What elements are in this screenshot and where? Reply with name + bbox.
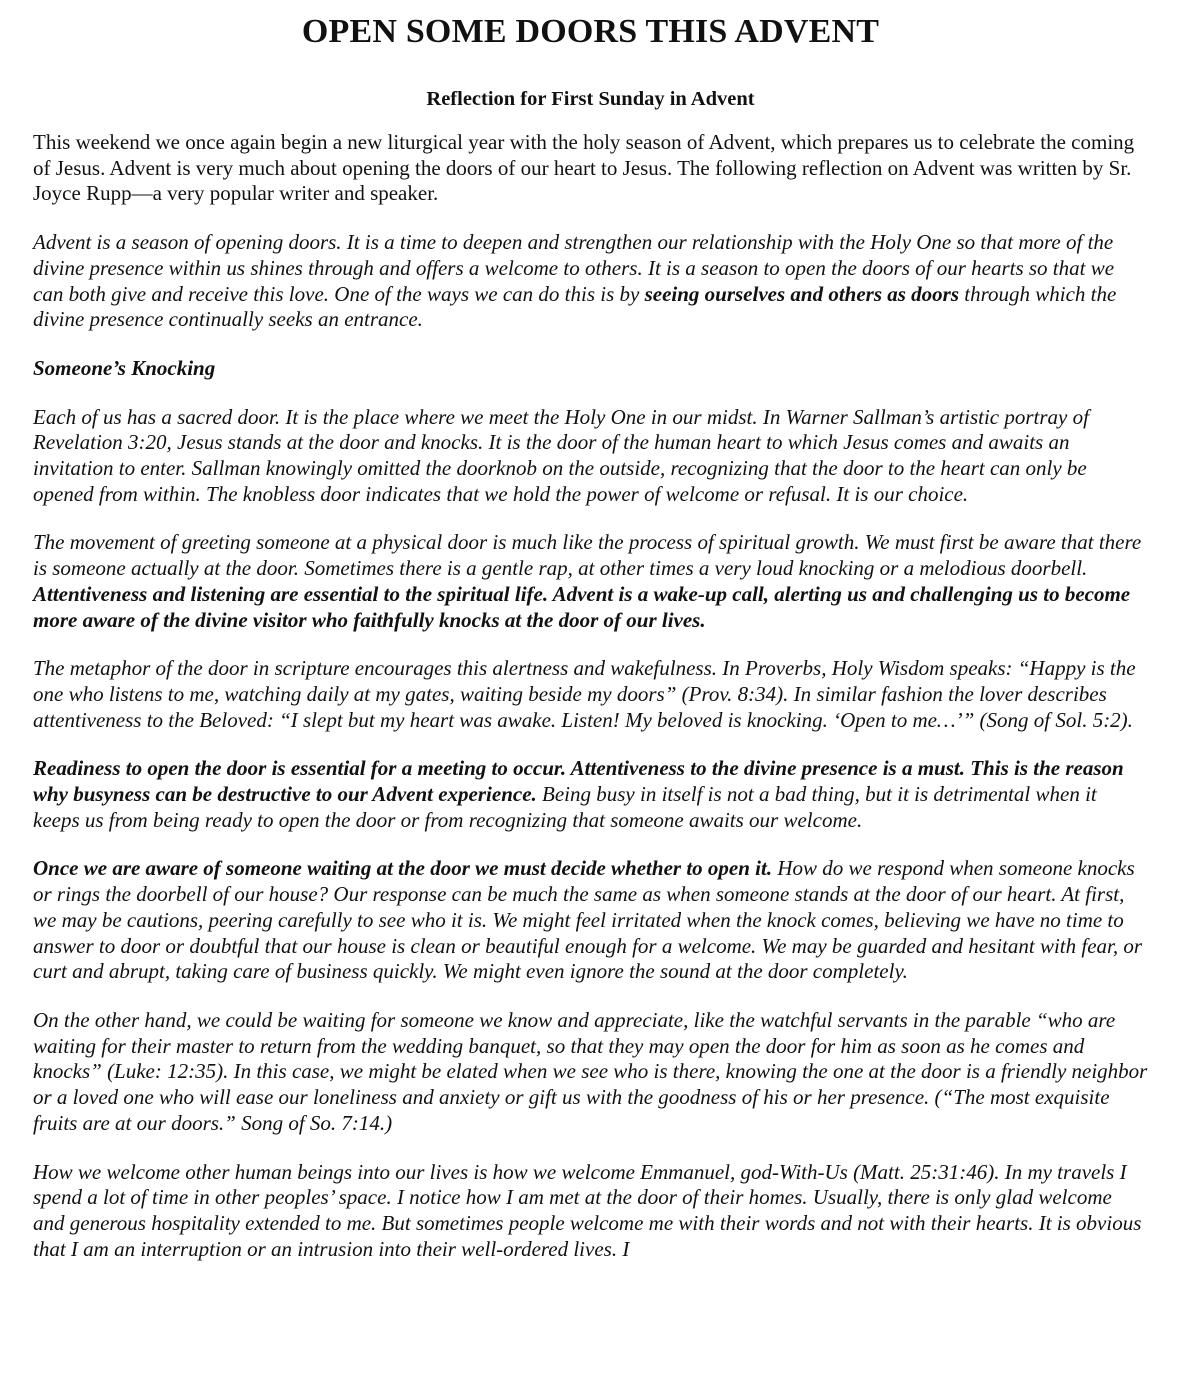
intro-paragraph: This weekend we once again begin a new liturgical year with the holy season of Advent, which prepares us to celebrate the coming of Jesus. Advent is very much about opening the doors of our heart to Jesus. The following reflection on Advent was written by Sr. Joyce Rupp—a very popular writer and speaker. bbox=[33, 130, 1135, 206]
emphasis-text: Once we are aware of someone waiting at the door we must decide whether to open it. bbox=[33, 856, 773, 881]
paragraph-text: through which the divine presence continually seeks an entrance. bbox=[33, 281, 1117, 332]
emphasis-text: Attentiveness and listening are essential to the spiritual life. Advent is a wake-up call, alerting us and challenging us to become more aware of the divine visitor who faithfully knocks at the door of our lives. bbox=[33, 581, 1131, 632]
emphasis-text: Readiness to open the door is essential for a meeting to occur. Attentiveness to the divine presence is a must. This is the reason why busyness can be destructive to our Advent experience. bbox=[33, 756, 1124, 807]
page-subtitle: Reflection for First Sunday in Advent bbox=[426, 88, 755, 110]
paragraph-welcome: How we welcome other human beings into our lives is how we welcome Emmanuel, god-With-Us (Matt. 25:31:46). In my travels I spend a lot of time in other peoples’ space. I notice how I am met at the door of their homes. Usually, there is only glad welcome and generous hospitality extended to me. But sometimes people welcome me with their words and not with their hearts. It is obvious that I am an interruption or an intrusion into their well-ordered lives. I bbox=[33, 1159, 1142, 1261]
paragraph-greeting bbox=[33, 530, 1148, 633]
paragraph-text: The movement of greeting someone at a physical door is much like the process of spiritual growth. We must first be aware that there is someone actually at the door. Sometimes there is a gentle rap, at other times a very loud knocking or a melodious doorbell. bbox=[33, 530, 1142, 581]
paragraph-opening-doors bbox=[33, 230, 1148, 333]
paragraph-decide bbox=[33, 856, 1148, 985]
section-heading: Someone’s Knocking bbox=[33, 355, 216, 380]
page-title: OPEN SOME DOORS THIS ADVENT bbox=[301, 13, 880, 50]
paragraph-metaphor: The metaphor of the door in scripture encourages this alertness and wakefulness. In Proverbs, Holy Wisdom speaks: “Happy is the one who listens to me, watching daily at my gates, waiting beside my doors” (Prov. 8:34). In similar fashion the lover describes attentiveness to the Beloved: “I slept but my heart was awake. Listen! My beloved is knocking. ‘Open to me…’” (Song of Sol. 5:2). bbox=[33, 656, 1136, 732]
paragraph-readiness bbox=[33, 756, 1148, 833]
paragraph-sacred-door: Each of us has a sacred door. It is the place where we meet the Holy One in our midst. In Warner Sallman’s artistic portray of Revelation 3:20, Jesus stands at the door and knocks. It is the door of the human heart to which Jesus comes and awaits an invitation to enter. Sallman knowingly omitted the doorknob on the outside, recognizing that the door to the heart can only be opened from within. The knobless door indicates that we hold the power of welcome or refusal. It is our choice. bbox=[33, 404, 1089, 506]
paragraph-text: Advent is a season of opening doors. It is a time to deepen and strengthen our relationship with the Holy One so that more of the divine presence within us shines through and offers a welcome to others. It is a season to open the doors of our hearts so that we can both give and receive this love. One of the ways we can do this is by bbox=[33, 230, 1115, 306]
paragraph-other-hand: On the other hand, we could be waiting for someone we know and appreciate, like the watchful servants in the parable “who are waiting for their master to return from the wedding banquet, so that they may open the door for him as soon as he comes and knocks” (Luke: 12:35). In this case, we might be elated when we see who is there, knowing the one at the door is a friendly neighbor or a loved one who will ease our loneliness and anxiety or gift us with the goodness of his or her presence. (“The most exquisite fruits are at our doors.” Song of So. 7:14.) bbox=[33, 1007, 1148, 1135]
paragraph-text: How do we respond when someone knocks or rings the doorbell of our house? Our response can be much the same as when someone stands at the door of our heart. At first, we may be cautions, peering carefully to see who it is. We might feel irritated when the knock comes, believing we have no time to answer to door or doubtful that our house is clean or beautiful enough for a welcome. We may be guarded and hesitant with fear, or curt and abrupt, taking care of business quickly. We might even ignore the sound at the door completely. bbox=[33, 856, 1143, 984]
paragraph-text: Being busy in itself is not a bad thing, but it is detrimental when it keeps us from being ready to open the door or from recognizing that someone awaits our welcome. bbox=[33, 782, 1097, 832]
emphasis-text: seeing ourselves and others as doors bbox=[644, 281, 960, 306]
